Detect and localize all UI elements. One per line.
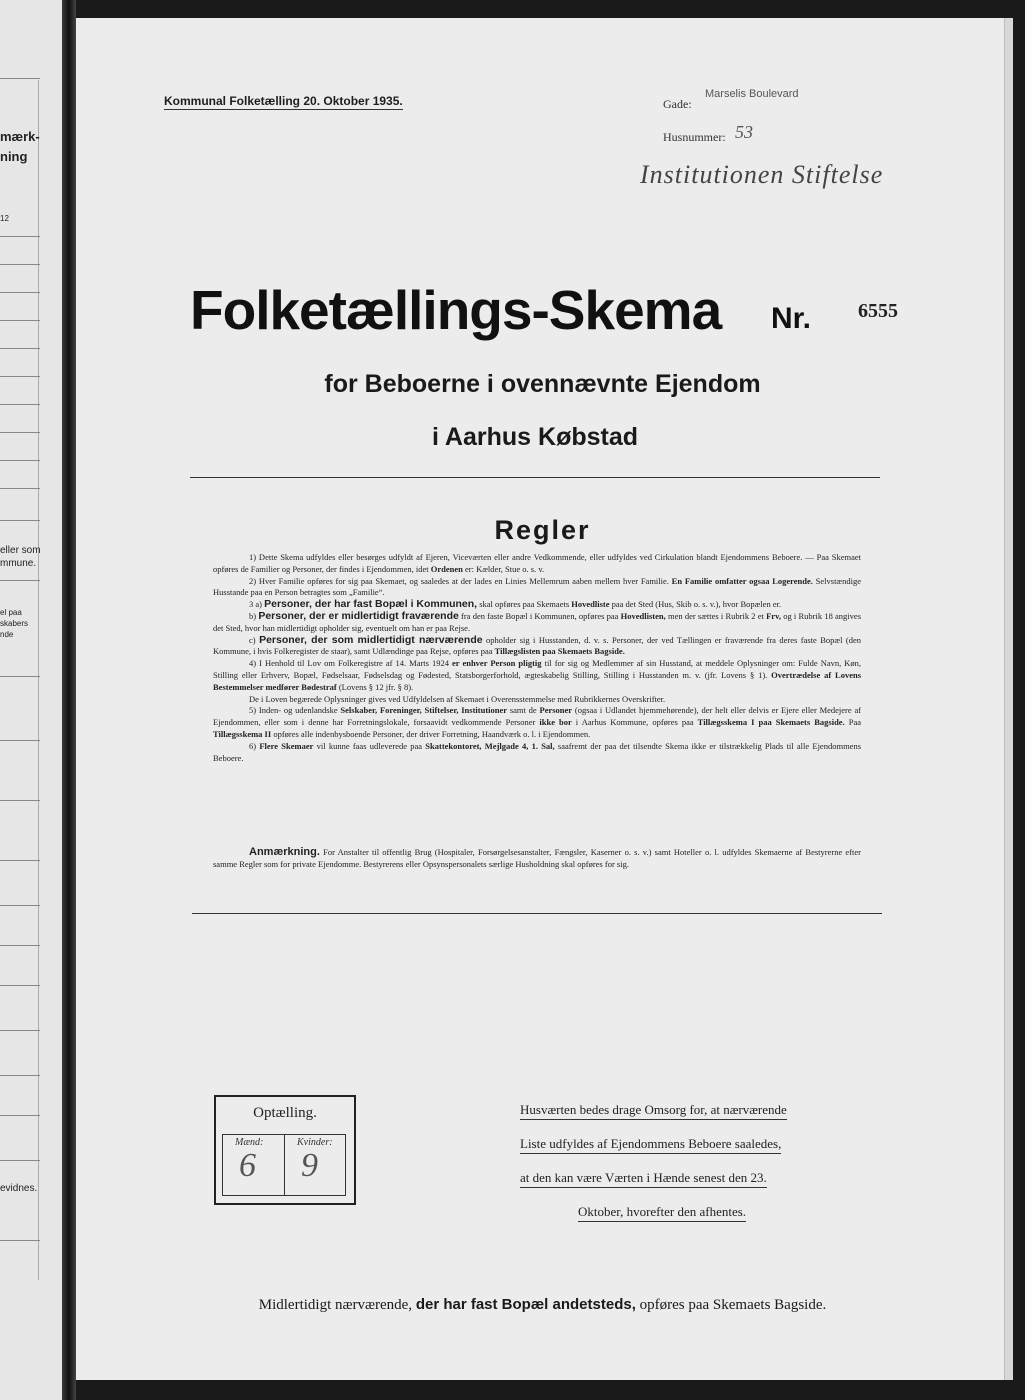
men-count: 6 bbox=[239, 1147, 256, 1184]
count-divider bbox=[284, 1135, 285, 1195]
street-label: Gade: bbox=[663, 97, 692, 111]
left-fragment: ning bbox=[0, 149, 28, 164]
left-page-column-line bbox=[38, 80, 39, 1280]
rule-3c: c) Personer, der som midlertidigt nærværende opholder sig i Husstanden, d. v. s. Personer, der ved Tællingen er fraværende fra deres faste Bopæl (den Kommune, i hvis Folkeregister de staar), samt Udlændinge paa Rejse, opføres paa Tillægslisten paa Skemaets Bagside. bbox=[213, 633, 862, 657]
left-rule bbox=[0, 1115, 40, 1116]
left-rule bbox=[0, 580, 40, 581]
left-fragment: mærk- bbox=[0, 129, 40, 144]
rule-1: 1) Dette Skema udfyldes eller besørges udfyldt af Ejeren, Viceværten eller andre Vedkommende, eller udfyldes ved Cirkulation blandt Ejendommens Beboere. — Paa Skemaet opføres de Familier og Personer, der findes i Ejendommen, idet Ordenen er: Kælder, Stue o. s. v. bbox=[213, 552, 861, 574]
form-subtitle-city: i Aarhus Købstad bbox=[431, 423, 639, 451]
rule-3b: b) Personer, der er midlertidigt fraværende fra den faste Bopæl i Kommunen, opføres paa Hovedlisten, men der sættes i Rubrik 2 et Frv, og i Rubrik 18 angives det Sted, hvor han midlertidigt opholder sig, eventuelt om han er paa Rejse. bbox=[213, 609, 862, 633]
rule-3a: 3 a) Personer, der har fast Bopæl i Kommunen, skal opføres paa Skemaets Hovedliste paa det Sted (Hus, Skib o. s. v.), hvor Bopælen er. bbox=[249, 598, 782, 611]
left-rule bbox=[0, 1240, 40, 1241]
page-stack-edge bbox=[1004, 18, 1013, 1380]
house-number-value: 53 bbox=[735, 122, 753, 142]
left-rule bbox=[0, 905, 40, 906]
notice-line: at den kan være Værten i Hænde senest den 23. bbox=[520, 1170, 767, 1188]
rules-heading: Regler bbox=[494, 515, 591, 545]
men-label: Mænd: bbox=[235, 1137, 264, 1148]
rule-6: 6) Flere Skemaer vil kunne faas udleverede paa Skattekontoret, Mejlgade 4, 1. Sal, saafremt der paa det tilsendte Skema ikke er tilstrækkelig Plads til alle Ejendommens Beboere. bbox=[213, 740, 862, 763]
form-number-value: 6555 bbox=[858, 300, 898, 322]
count-box bbox=[214, 1095, 356, 1205]
left-rule bbox=[0, 860, 40, 861]
left-fragment: mmune. bbox=[0, 558, 37, 569]
form-number-label: Nr. bbox=[771, 302, 812, 335]
left-rule bbox=[0, 236, 40, 237]
left-rule bbox=[0, 292, 40, 293]
left-rule bbox=[0, 1160, 40, 1161]
census-header: Kommunal Folketælling 20. Oktober 1935. bbox=[164, 94, 403, 108]
left-rule bbox=[0, 488, 40, 489]
left-rule bbox=[0, 800, 40, 801]
women-count: 9 bbox=[301, 1147, 318, 1184]
handwritten-note: Institutionen Stiftelse bbox=[640, 160, 884, 189]
left-rule bbox=[0, 740, 40, 741]
left-rule bbox=[0, 945, 40, 946]
count-title: Optælling. bbox=[253, 1105, 317, 1121]
left-rule bbox=[0, 320, 40, 321]
form-subtitle: for Beboerne i ovennævnte Ejendom bbox=[324, 370, 761, 398]
left-page-edge bbox=[0, 0, 62, 1400]
left-fragment: skabers bbox=[0, 619, 29, 628]
notice-line: Oktober, hvorefter den afhentes. bbox=[578, 1204, 746, 1222]
left-fragment: eller som bbox=[0, 545, 41, 556]
rule-4: 4) I Henhold til Lov om Folkeregistre af 14. Marts 1924 er enhver Person pligtig til for sig og Medlemmer af sin Husstand, at meddele Oplysninger om: Fulde Navn, Køn, Stilling eller Erhverv, Bopæl, Fødselsaar, Fødselsdag og Fødested, Statsborgerforhold, ægteskabelig Stilling, Stilling i Husstanden m. v. (jfr. Lovens § 1). Overtrædelse af Lovens Bestemmelser medfører Bødestraf (Lovens § 12 jfr. § 8). bbox=[213, 658, 862, 692]
rules-text bbox=[213, 552, 861, 764]
remark-label: Anmærkning. bbox=[249, 846, 320, 858]
left-rule bbox=[0, 1030, 40, 1031]
left-fragment: 12 bbox=[0, 214, 9, 223]
left-rule bbox=[0, 264, 40, 265]
rules-divider bbox=[192, 913, 882, 914]
form-title: Folketællings-Skema bbox=[190, 279, 722, 341]
left-rule bbox=[0, 78, 40, 79]
book-gutter bbox=[62, 0, 76, 1400]
notice-line: Husværten bedes drage Omsorg for, at nærværende bbox=[520, 1102, 787, 1120]
left-rule bbox=[0, 985, 40, 986]
left-rule bbox=[0, 676, 40, 677]
rule-2: 2) Hver Familie opføres for sig paa Skemaet, og saaledes at der lades en Linies Mellemrum aaben mellem hver Familie. En Familie omfatter ogsaa Logerende. Selvstændige Husstande paa en Person betragtes som „Familie“. bbox=[213, 575, 861, 598]
notice-line: Liste udfyldes af Ejendommens Beboere saaledes, bbox=[520, 1136, 781, 1154]
left-fragment: nde bbox=[0, 630, 14, 639]
house-number-label: Husnummer: bbox=[663, 130, 726, 144]
remark-text: Anmærkning. For Anstalter til offentlig Brug (Hospitaler, Forsørgelsesanstalter, Fængsler, Kaserner o. s. v.) samt Hoteller o. l. udfyldes Skemaerne af Bestyrerne efter samme Regler som for private Ejendomme. Bestyrerens eller Opsynspersonalets særlige Husholdning skal opføres for sig. bbox=[213, 846, 861, 869]
left-rule bbox=[0, 460, 40, 461]
rule-5: 5) Inden- og udenlandske Selskaber, Foreninger, Stiftelser, Institutioner samt de Personer (ogsaa i Udlandet hjemmehørende), der helt eller delvis er Ejere eller Medejere af Ejendommen, eller som i denne har Forretningslokale, forsaavidt vedkommende Personer ikke bor i Aarhus Kommune, opføres paa Tillægsskema I paa Skemaets Bagside. Paa Tillægsskema II opføres alle indenbysboende Personer, der driver Forretning, Haandværk o. l. i Ejendommen. bbox=[213, 705, 862, 739]
left-rule bbox=[0, 404, 40, 405]
rule-4b: De i Loven begærede Oplysninger gives ved Udfyldelsen af Skemaet i Overensstemmelse med Rubrikkernes Overskrifter. bbox=[249, 693, 666, 704]
landlord-notice bbox=[520, 1100, 860, 1236]
footer-note: Midlertidigt nærværende, der har fast Bopæl andetsteds, opføres paa Skemaets Bagside. bbox=[258, 1296, 827, 1313]
street-value: Marselis Boulevard bbox=[705, 88, 799, 100]
count-grid bbox=[222, 1134, 346, 1196]
title-divider bbox=[190, 477, 880, 478]
women-label: Kvinder: bbox=[297, 1137, 333, 1148]
left-fragment: el paa bbox=[0, 608, 22, 617]
left-fragment: evidnes. bbox=[0, 1183, 38, 1194]
left-rule bbox=[0, 348, 40, 349]
left-rule bbox=[0, 1075, 40, 1076]
